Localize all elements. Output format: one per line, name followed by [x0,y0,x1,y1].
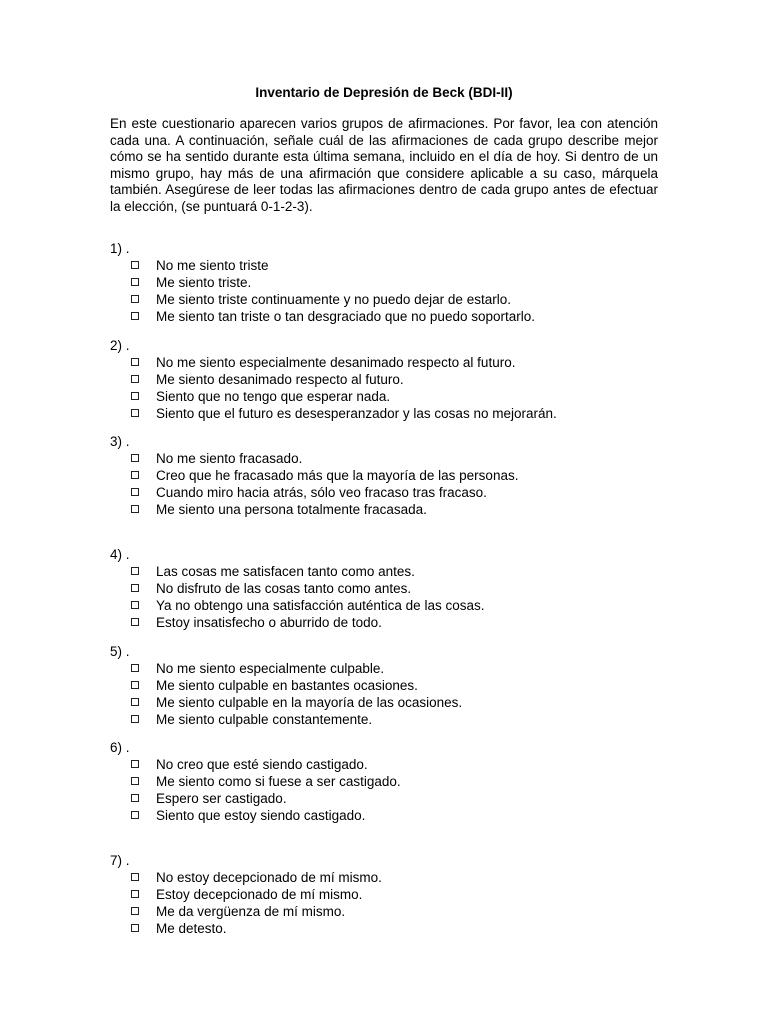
answer-option-label: Estoy decepcionado de mí mismo. [156,887,363,902]
answer-option[interactable] [110,388,670,405]
answer-option-label: Ya no obtengo una satisfacción auténtica de las cosas. [156,598,485,613]
answer-option-label: Me siento culpable en bastantes ocasiones. [156,678,418,693]
answer-option-label: Me siento culpable en la mayoría de las ocasiones. [156,695,463,710]
answer-option-label: Estoy insatisfecho o aburrido de todo. [156,615,382,630]
answer-option[interactable] [110,291,670,308]
checkbox-icon[interactable] [131,409,139,417]
checkbox-icon[interactable] [131,777,139,785]
answer-option-label: No me siento triste [156,258,269,273]
question-number: 1) . [110,241,130,256]
checkbox-icon[interactable] [131,618,139,626]
answer-option-label: Me siento triste. [156,275,252,290]
answer-option[interactable] [110,773,670,790]
checkbox-icon[interactable] [131,907,139,915]
checkbox-icon[interactable] [131,567,139,575]
answer-option-label: Me siento tan triste o tan desgraciado que no puedo soportarlo. [156,309,535,324]
checkbox-icon[interactable] [131,471,139,479]
answer-option-label: Me siento culpable constantemente. [156,712,373,727]
answer-option-label: Siento que el futuro es desesperanzador y las cosas no mejorarán. [156,406,557,421]
answer-option-label: Siento que no tengo que esperar nada. [156,389,391,404]
checkbox-icon[interactable] [131,584,139,592]
answer-option[interactable] [110,354,670,371]
answer-option-label: Me da vergüenza de mí mismo. [156,904,346,919]
checkbox-icon[interactable] [131,392,139,400]
checkbox-icon[interactable] [131,295,139,303]
answer-option[interactable] [110,677,670,694]
answer-option[interactable] [110,920,670,937]
answer-option[interactable] [110,807,670,824]
question-number: 3) . [110,434,130,449]
checkbox-icon[interactable] [131,698,139,706]
question-number: 6) . [110,740,130,755]
question-item [110,739,670,824]
checkbox-icon[interactable] [131,715,139,723]
checkbox-icon[interactable] [131,261,139,269]
answer-option[interactable] [110,405,670,422]
answer-option[interactable] [110,580,670,597]
checkbox-icon[interactable] [131,358,139,366]
answer-option-label: Me detesto. [156,921,227,936]
answer-option[interactable] [110,597,670,614]
answer-option-label: Me siento triste continuamente y no puedo dejar de estarlo. [156,292,511,307]
question-item [110,433,670,518]
checkbox-icon[interactable] [131,681,139,689]
answer-option[interactable] [110,467,670,484]
instructions-paragraph: En este cuestionario aparecen varios grupos de afirmaciones. Por favor, lea con atención cada una. A continuación, señale cuál de las afirmaciones de cada grupo describe mejor cómo se ha sentido durante esta última semana, incluido en el día de hoy. Si dentro de un mismo grupo, hay más de una afirmación que considere aplicable a su caso, márquela también. Asegúrese de leer todas las afirmaciones dentro de cada grupo antes de efectuar la elección, (se puntuará 0-1-2-3). [110,116,658,214]
question-number: 5) . [110,644,130,659]
answer-option[interactable] [110,308,670,325]
answer-option-label: Cuando miro hacia atrás, sólo veo fracaso tras fracaso. [156,485,487,500]
answer-option[interactable] [110,903,670,920]
answer-option-label: Las cosas me satisfacen tanto como antes. [156,564,415,579]
answer-option-label: Me siento una persona totalmente fracasada. [156,502,427,517]
checkbox-icon[interactable] [131,664,139,672]
answer-option-label: No creo que esté siendo castigado. [156,757,368,772]
checkbox-icon[interactable] [131,488,139,496]
answer-option-label: No me siento especialmente desanimado respecto al futuro. [156,355,516,370]
answer-option[interactable] [110,371,670,388]
answer-option-label: Creo que he fracasado más que la mayoría de las personas. [156,468,519,483]
checkbox-icon[interactable] [131,278,139,286]
answer-option[interactable] [110,450,670,467]
answer-option-label: Siento que estoy siendo castigado. [156,808,366,823]
answer-option[interactable] [110,563,670,580]
answer-option[interactable] [110,501,670,518]
document-title: Inventario de Depresión de Beck (BDI-II) [255,85,513,100]
question-number: 2) . [110,338,130,353]
answer-option[interactable] [110,869,670,886]
checkbox-icon[interactable] [131,794,139,802]
answer-option[interactable] [110,694,670,711]
question-item [110,240,670,325]
answer-option-label: Me siento como si fuese a ser castigado. [156,774,401,789]
checkbox-icon[interactable] [131,873,139,881]
question-item [110,643,670,728]
answer-option-label: No me siento especialmente culpable. [156,661,385,676]
answer-option[interactable] [110,660,670,677]
answer-option[interactable] [110,756,670,773]
question-number: 4) . [110,547,130,562]
question-number: 7) . [110,853,130,868]
checkbox-icon[interactable] [131,505,139,513]
checkbox-icon[interactable] [131,924,139,932]
answer-option-label: Me siento desanimado respecto al futuro. [156,372,404,387]
checkbox-icon[interactable] [131,375,139,383]
question-item [110,546,670,631]
checkbox-icon[interactable] [131,454,139,462]
answer-option-label: No disfruto de las cosas tanto como antes. [156,581,412,596]
answer-option[interactable] [110,257,670,274]
checkbox-icon[interactable] [131,760,139,768]
answer-option[interactable] [110,614,670,631]
answer-option-label: No me siento fracasado. [156,451,303,466]
answer-option[interactable] [110,484,670,501]
checkbox-icon[interactable] [131,601,139,609]
checkbox-icon[interactable] [131,312,139,320]
answer-option[interactable] [110,711,670,728]
answer-option-label: Espero ser castigado. [156,791,287,806]
answer-option[interactable] [110,886,670,903]
question-item [110,337,670,422]
answer-option[interactable] [110,274,670,291]
answer-option[interactable] [110,790,670,807]
answer-option-label: No estoy decepcionado de mí mismo. [156,870,382,885]
checkbox-icon[interactable] [131,811,139,819]
question-item [110,852,670,937]
checkbox-icon[interactable] [131,890,139,898]
